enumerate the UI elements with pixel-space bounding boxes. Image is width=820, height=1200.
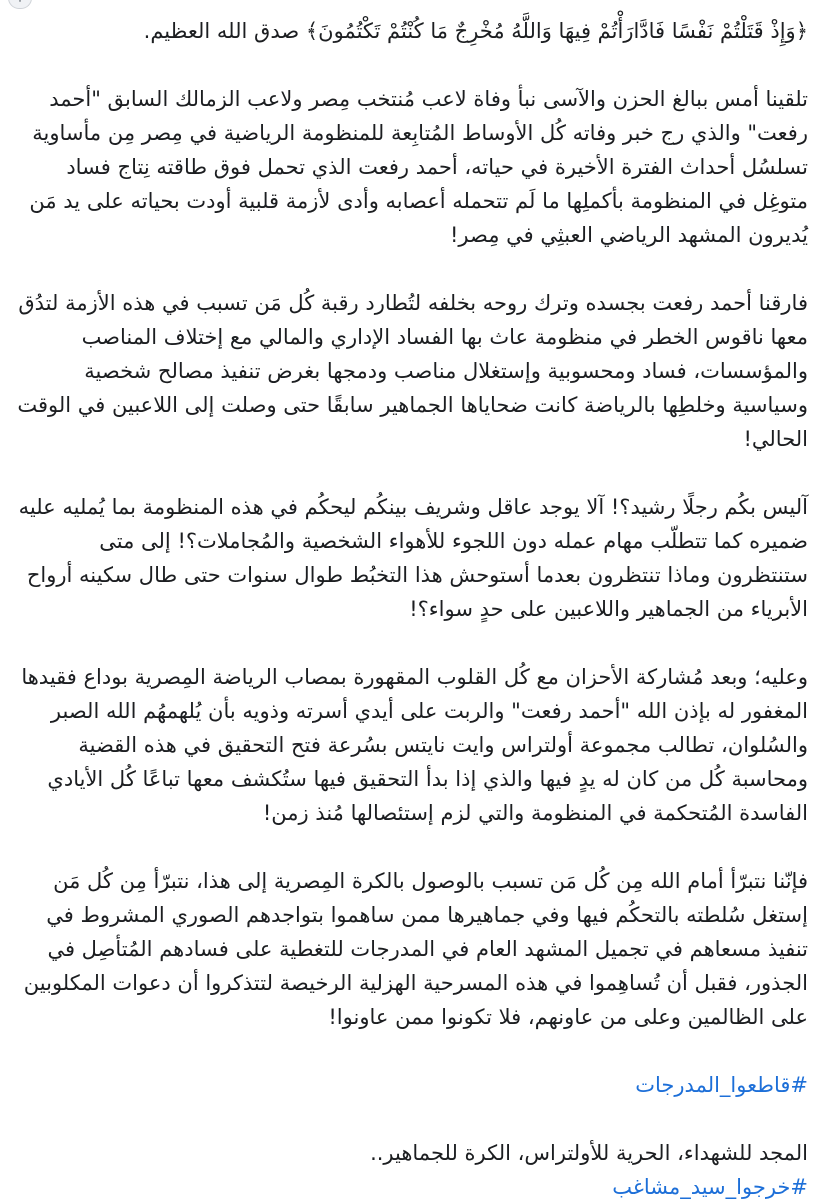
post-paragraph-disavowal: فإنّنا نتبرّأ أمام الله مِن كُل مَن تسبب بالوصول بالكرة المِصرية إلى هذا، نتبرّأ مِن كُل مَن إستغل سُلطته بالتحكُم فيها وفي جماهيرها ممن ساهموا بتواجدهم الصوري المشروط في تنفيذ مسعاهم في تجميل المشهد العام في المدرجات للتغطية على فسادهم المُتأصِل في الجذور، فقبل أن تُساهِموا في هذه المسرحية الهزلية الرخيصة لتتذكروا أن دعوات المكلوبين على الظالمين وعلى من عاونهم، فلا تكونوا ممن عاونوا! (23, 869, 808, 1029)
hashtag-link-boycott[interactable]: #قاطعوا_المدرجات (635, 1073, 808, 1097)
paragraph-spacer (10, 252, 808, 286)
hashtag-line-sayed (10, 1170, 808, 1200)
paragraph-spacer (10, 626, 808, 660)
post-paragraph-corruption: فارقنا أحمد رفعت بجسده وترك روحه بخلفه لتُطارد رقبة كُل مَن تسبب في هذه الأزمة لتدُق معها ناقوس الخطر في منظومة عاث بها الفساد الإداري والمالي مع إختلاف المناصب والمؤسسات، فساد ومحسوبية وإستغلال مناصب ودمجها بغرض تنفيذ مصالح شخصية وسياسية وخلطِها بالرياضة كانت ضحاياها الجماهير سابقًا حتى وصلت إلى اللاعبين في الوقت الحالي! (17, 291, 808, 451)
paragraph-spacer (10, 1034, 808, 1068)
post-paragraph-demands: وعليه؛ وبعد مُشاركة الأحزان مع كُل القلوب المقهورة بمصاب الرياضة المِصرية بوداع فقيدها المغفور له بإذن الله "أحمد رفعت" والربت على أيدي أسرته وذويه بأن يُلهمهُم الله الصبر والسُلوان، تطالب مجموعة أولتراس وايت نايتس بسُرعة فتح التحقيق في هذه القضية ومحاسبة كُل من كان له يدٍ فيها والذي إذا بدأ التحقيق فيها ستُكشف معها تباعًا كُل الأيادي الفاسدة المُتحكمة في المنظومة والتي لزم إستئصالها مُنذ زمن! (21, 665, 808, 825)
avatar-icon[interactable] (8, 0, 32, 9)
paragraph-spacer (10, 830, 808, 864)
post-closing-slogan: المجد للشهداء، الحرية للأولتراس، الكرة للجماهير.. (370, 1141, 808, 1165)
post-paragraph-questions: آليس بكُم رجلًا رشيد؟! آلا يوجد عاقل وشريف بينكُم ليحكُم في هذه المنظومة بما يُمليه عليه ضميره كما تتطلّب مهام عمله دون اللجوء للأهواء الشخصية والمُجاملات؟! إلى متى ستنتظرون وماذا تنتظرون بعدما أستوحش هذا التخبُط طوال سنوات حتى طال سكينه أرواح الأبرياء من الجماهير واللاعبين على حدٍ سواء؟! (18, 495, 808, 621)
hashtag-link-sayed[interactable]: #خرجوا_سيد_مشاغب (612, 1175, 808, 1199)
paragraph-spacer (10, 456, 808, 490)
post-paragraph-verse: ﴿وَإِذْ قَتَلْتُمْ نَفْسًا فَادَّارَأْتُمْ فِيهَا وَاللَّهُ مُخْرِجٌ مَا كُنْتُمْ تَكْتُمُونَ﴾ صدق الله العظيم. (143, 19, 808, 43)
paragraph-spacer (10, 1102, 808, 1136)
post-paragraph-announcement: تلقينا أمس ببالغ الحزن والآسى نبأ وفاة لاعب مُنتخب مِصر ولاعب الزمالك السابق "أحمد رفعت" والذي رج خبر وفاته كُل الأوساط المُتابِعة للمنظومة الرياضية في مِصر مِن مأساوية تسلسُل أحداث الفترة الأخيرة في حياته، أحمد رفعت الذي تحمل فوق طاقته نِتاج فساد متوغِل في المنظومة بأكملِها ما لَم تتحمله أعصابه وأدى لأزمة قلبية أودت بحياته على يد مَن يُديرون المشهد الرياضي العبثِي في مِصر! (29, 87, 808, 247)
paragraph-spacer (10, 48, 808, 82)
hashtag-line-boycott (10, 1068, 808, 1102)
